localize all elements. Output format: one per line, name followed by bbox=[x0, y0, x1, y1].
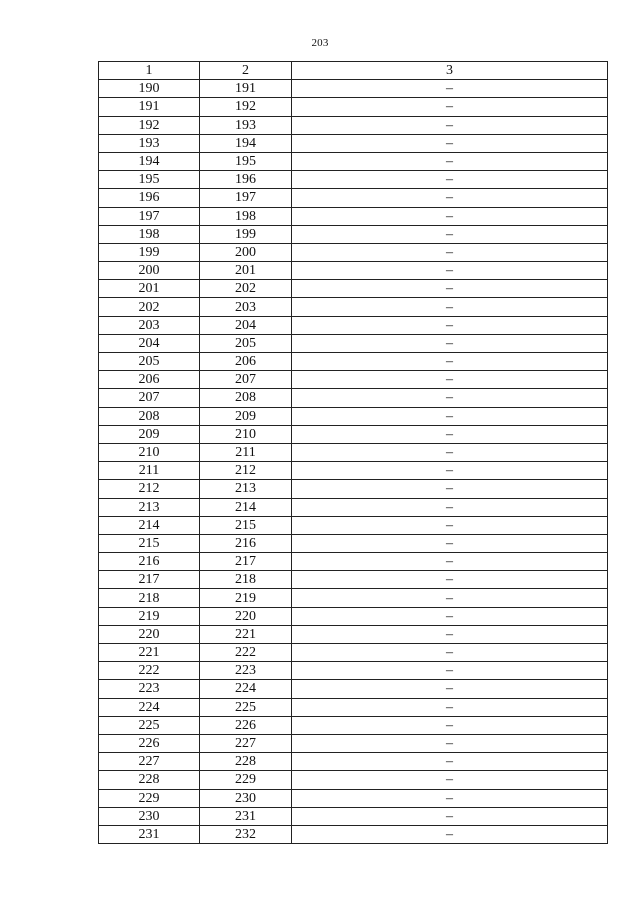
table-cell-col1: 212 bbox=[99, 480, 200, 498]
table-cell-col2: 208 bbox=[200, 389, 292, 407]
table-cell-col1: 194 bbox=[99, 152, 200, 170]
table-cell-col1: 190 bbox=[99, 80, 200, 98]
table-row bbox=[99, 443, 608, 461]
table-row bbox=[99, 644, 608, 662]
table-cell-col3: – bbox=[292, 389, 608, 407]
table-cell-col1: 192 bbox=[99, 116, 200, 134]
table-cell-col3: – bbox=[292, 789, 608, 807]
table-cell-col2: 222 bbox=[200, 644, 292, 662]
table-row bbox=[99, 716, 608, 734]
table-row bbox=[99, 680, 608, 698]
table-row bbox=[99, 80, 608, 98]
header-row bbox=[99, 62, 608, 80]
table-cell-col3: – bbox=[292, 644, 608, 662]
table-cell-col3: – bbox=[292, 116, 608, 134]
table-cell-col1: 201 bbox=[99, 280, 200, 298]
table-cell-col1: 207 bbox=[99, 389, 200, 407]
table-cell-col1: 193 bbox=[99, 134, 200, 152]
table-cell-col2: 220 bbox=[200, 607, 292, 625]
table-cell-col2: 192 bbox=[200, 98, 292, 116]
table-cell-col1: 202 bbox=[99, 298, 200, 316]
table-cell-col2: 230 bbox=[200, 789, 292, 807]
table-row bbox=[99, 625, 608, 643]
table-cell-col3: – bbox=[292, 716, 608, 734]
table-row bbox=[99, 825, 608, 843]
table-cell-col1: 224 bbox=[99, 698, 200, 716]
table-row bbox=[99, 807, 608, 825]
table-cell-col1: 229 bbox=[99, 789, 200, 807]
table-row bbox=[99, 98, 608, 116]
table-cell-col2: 205 bbox=[200, 334, 292, 352]
table-cell-col1: 228 bbox=[99, 771, 200, 789]
table-cell-col2: 194 bbox=[200, 134, 292, 152]
table-cell-col3: – bbox=[292, 571, 608, 589]
table-cell-col3: – bbox=[292, 480, 608, 498]
table-cell-col2: 204 bbox=[200, 316, 292, 334]
table-row bbox=[99, 152, 608, 170]
table-cell-col1: 221 bbox=[99, 644, 200, 662]
table-cell-col3: – bbox=[292, 407, 608, 425]
table-cell-col3: – bbox=[292, 171, 608, 189]
table-row bbox=[99, 698, 608, 716]
table-cell-col3: – bbox=[292, 534, 608, 552]
table-row bbox=[99, 407, 608, 425]
table-cell-col2: 219 bbox=[200, 589, 292, 607]
table-cell-col2: 191 bbox=[200, 80, 292, 98]
table-row bbox=[99, 480, 608, 498]
table-cell-col2: 211 bbox=[200, 443, 292, 461]
table-row bbox=[99, 662, 608, 680]
table-cell-col3: – bbox=[292, 189, 608, 207]
table-cell-col3: – bbox=[292, 516, 608, 534]
column-header-2: 2 bbox=[200, 62, 292, 80]
table-cell-col3: – bbox=[292, 753, 608, 771]
table-cell-col2: 226 bbox=[200, 716, 292, 734]
table-cell-col3: – bbox=[292, 662, 608, 680]
table-cell-col3: – bbox=[292, 298, 608, 316]
table-cell-col1: 227 bbox=[99, 753, 200, 771]
table-row bbox=[99, 262, 608, 280]
table-cell-col3: – bbox=[292, 353, 608, 371]
table-cell-col1: 217 bbox=[99, 571, 200, 589]
table-cell-col2: 223 bbox=[200, 662, 292, 680]
table-cell-col2: 218 bbox=[200, 571, 292, 589]
table-cell-col1: 216 bbox=[99, 553, 200, 571]
table-row bbox=[99, 353, 608, 371]
table-row bbox=[99, 225, 608, 243]
table-row bbox=[99, 116, 608, 134]
table-cell-col3: – bbox=[292, 553, 608, 571]
table-row bbox=[99, 553, 608, 571]
table-cell-col1: 204 bbox=[99, 334, 200, 352]
column-header-1: 1 bbox=[99, 62, 200, 80]
table-cell-col3: – bbox=[292, 607, 608, 625]
table-row bbox=[99, 298, 608, 316]
table-row bbox=[99, 371, 608, 389]
table-header bbox=[99, 62, 608, 80]
table-cell-col2: 199 bbox=[200, 225, 292, 243]
table-cell-col3: – bbox=[292, 262, 608, 280]
table-cell-col2: 217 bbox=[200, 553, 292, 571]
table-cell-col2: 206 bbox=[200, 353, 292, 371]
table-cell-col3: – bbox=[292, 698, 608, 716]
table-cell-col2: 198 bbox=[200, 207, 292, 225]
table-cell-col3: – bbox=[292, 243, 608, 261]
table-cell-col3: – bbox=[292, 134, 608, 152]
table-row bbox=[99, 243, 608, 261]
table-cell-col1: 214 bbox=[99, 516, 200, 534]
table-cell-col1: 198 bbox=[99, 225, 200, 243]
table-cell-col2: 225 bbox=[200, 698, 292, 716]
table-cell-col1: 231 bbox=[99, 825, 200, 843]
table-cell-col2: 193 bbox=[200, 116, 292, 134]
table-cell-col3: – bbox=[292, 771, 608, 789]
table-row bbox=[99, 516, 608, 534]
table-cell-col2: 224 bbox=[200, 680, 292, 698]
table-cell-col2: 203 bbox=[200, 298, 292, 316]
table-cell-col3: – bbox=[292, 371, 608, 389]
table-cell-col3: – bbox=[292, 625, 608, 643]
table-cell-col2: 216 bbox=[200, 534, 292, 552]
table-cell-col3: – bbox=[292, 734, 608, 752]
table-cell-col2: 212 bbox=[200, 462, 292, 480]
table-cell-col2: 195 bbox=[200, 152, 292, 170]
table-cell-col3: – bbox=[292, 498, 608, 516]
table-cell-col1: 195 bbox=[99, 171, 200, 189]
table-cell-col2: 215 bbox=[200, 516, 292, 534]
table-cell-col2: 228 bbox=[200, 753, 292, 771]
table-cell-col3: – bbox=[292, 825, 608, 843]
table-cell-col1: 222 bbox=[99, 662, 200, 680]
table-row bbox=[99, 753, 608, 771]
table-cell-col1: 208 bbox=[99, 407, 200, 425]
table-cell-col1: 211 bbox=[99, 462, 200, 480]
table-cell-col1: 197 bbox=[99, 207, 200, 225]
table-cell-col3: – bbox=[292, 152, 608, 170]
table-cell-col2: 227 bbox=[200, 734, 292, 752]
table-cell-col3: – bbox=[292, 207, 608, 225]
table-cell-col3: – bbox=[292, 443, 608, 461]
table-row bbox=[99, 316, 608, 334]
table-cell-col3: – bbox=[292, 589, 608, 607]
table-cell-col1: 230 bbox=[99, 807, 200, 825]
table-cell-col1: 206 bbox=[99, 371, 200, 389]
table-row bbox=[99, 207, 608, 225]
table-row bbox=[99, 171, 608, 189]
table-cell-col1: 213 bbox=[99, 498, 200, 516]
table-row bbox=[99, 334, 608, 352]
table-cell-col2: 214 bbox=[200, 498, 292, 516]
table-row bbox=[99, 425, 608, 443]
table-row bbox=[99, 734, 608, 752]
table-cell-col3: – bbox=[292, 316, 608, 334]
table-cell-col2: 232 bbox=[200, 825, 292, 843]
table-cell-col1: 196 bbox=[99, 189, 200, 207]
table-cell-col3: – bbox=[292, 807, 608, 825]
table-cell-col1: 200 bbox=[99, 262, 200, 280]
table-cell-col2: 213 bbox=[200, 480, 292, 498]
table-cell-col1: 225 bbox=[99, 716, 200, 734]
table-row bbox=[99, 134, 608, 152]
table-cell-col3: – bbox=[292, 280, 608, 298]
table-cell-col2: 196 bbox=[200, 171, 292, 189]
table-cell-col2: 229 bbox=[200, 771, 292, 789]
table-row bbox=[99, 607, 608, 625]
table-row bbox=[99, 498, 608, 516]
table-cell-col1: 219 bbox=[99, 607, 200, 625]
table-cell-col3: – bbox=[292, 462, 608, 480]
column-header-3: 3 bbox=[292, 62, 608, 80]
table-row bbox=[99, 571, 608, 589]
data-table bbox=[98, 61, 608, 844]
table-cell-col1: 209 bbox=[99, 425, 200, 443]
table-row bbox=[99, 771, 608, 789]
table-cell-col2: 231 bbox=[200, 807, 292, 825]
table-row bbox=[99, 189, 608, 207]
table-row bbox=[99, 589, 608, 607]
table-cell-col2: 209 bbox=[200, 407, 292, 425]
table-row bbox=[99, 534, 608, 552]
table-cell-col1: 210 bbox=[99, 443, 200, 461]
table-cell-col2: 221 bbox=[200, 625, 292, 643]
table-cell-col3: – bbox=[292, 680, 608, 698]
table-row bbox=[99, 280, 608, 298]
table-cell-col3: – bbox=[292, 225, 608, 243]
table-row bbox=[99, 789, 608, 807]
table-cell-col3: – bbox=[292, 425, 608, 443]
table-cell-col1: 223 bbox=[99, 680, 200, 698]
table-cell-col1: 203 bbox=[99, 316, 200, 334]
table-row bbox=[99, 462, 608, 480]
table-cell-col1: 205 bbox=[99, 353, 200, 371]
table-body bbox=[99, 80, 608, 844]
table-cell-col2: 202 bbox=[200, 280, 292, 298]
table-cell-col1: 218 bbox=[99, 589, 200, 607]
table-cell-col3: – bbox=[292, 80, 608, 98]
table-cell-col3: – bbox=[292, 334, 608, 352]
table-cell-col1: 191 bbox=[99, 98, 200, 116]
page-number: 203 bbox=[311, 37, 329, 49]
table-cell-col2: 197 bbox=[200, 189, 292, 207]
table-cell-col2: 210 bbox=[200, 425, 292, 443]
table-cell-col2: 207 bbox=[200, 371, 292, 389]
table-cell-col1: 220 bbox=[99, 625, 200, 643]
table-cell-col1: 215 bbox=[99, 534, 200, 552]
table-cell-col1: 199 bbox=[99, 243, 200, 261]
table-cell-col2: 200 bbox=[200, 243, 292, 261]
table-row bbox=[99, 389, 608, 407]
table-cell-col1: 226 bbox=[99, 734, 200, 752]
table-cell-col3: – bbox=[292, 98, 608, 116]
table-cell-col2: 201 bbox=[200, 262, 292, 280]
